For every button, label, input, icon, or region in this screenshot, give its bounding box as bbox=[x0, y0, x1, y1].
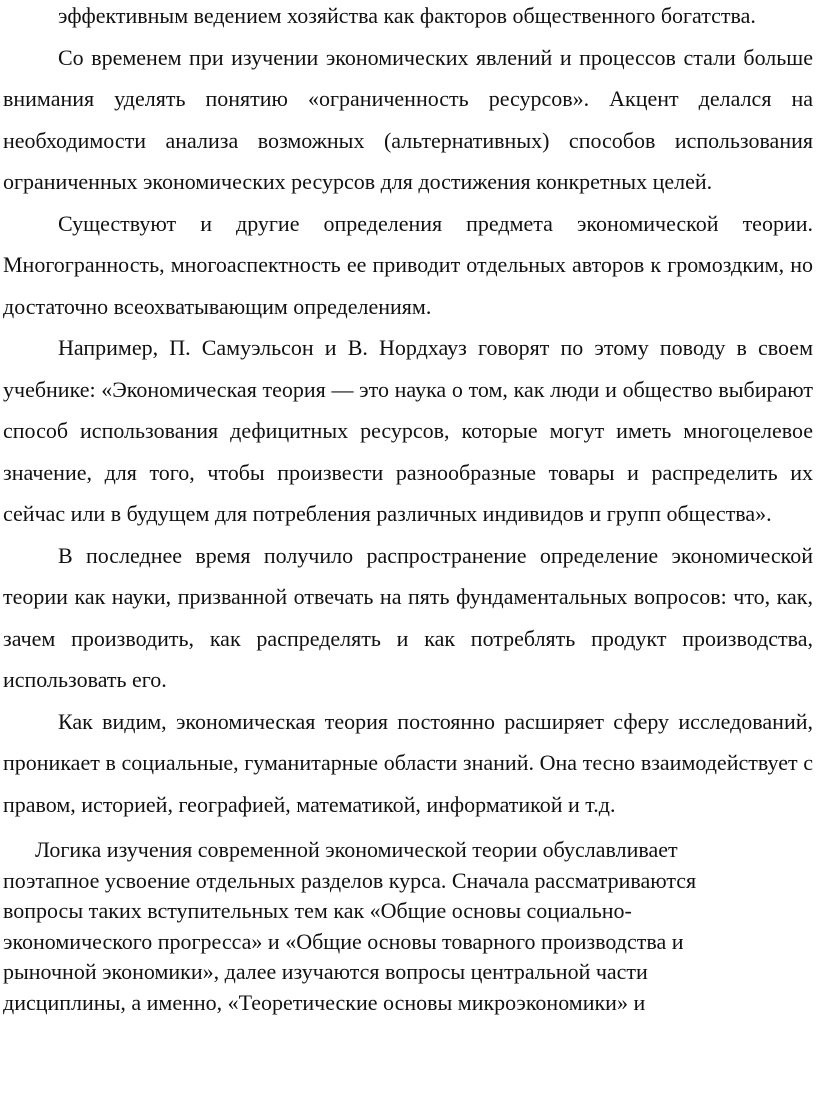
paragraph-limited-resources: Со временем при изучении экономических явлений и процессов стали больше внимания уделять понятию «ограниченность ресурсов». Акцент делался на необходимости анализа возможных (альтернативных) способов использования ограниченных экономических ресурсов для достижения конкретных целей. bbox=[3, 44, 813, 194]
paragraph-scope-expansion: Как видим, экономическая теория постоянно расширяет сферу исследований, проникает в социальные, гуманитарные области знаний. Она тесно взаимодействует с правом, историей, географией, математикой, информатикой и т.д. bbox=[3, 708, 813, 817]
paragraph-other-definitions: Существуют и другие определения предмета экономической теории. Многогранность, многоаспектность ее приводит отдельных авторов к громоздким, но достаточно всеохватывающим определениям. bbox=[3, 210, 813, 319]
paragraph-continuation: эффективным ведением хозяйства как факторов общественного богатства. bbox=[58, 3, 756, 28]
paragraph-samuelson-quote: Например, П. Самуэльсон и В. Нордхауз говорят по этому поводу в своем учебнике: «Экономическая теория — это наука о том, как люди и общество выбирают способ использования дефицитных ресурсов, которые могут иметь многоцелевое значение, для того, чтобы произвести разнообразные товары и распределить их сейчас или в будущем для потребления различных индивидов и групп общества». bbox=[3, 335, 813, 526]
paragraph-five-questions: В последнее время получило распространение определение экономической теории как науки, призванной отвечать на пять фундаментальных вопросов: что, как, зачем производить, как распределять и как потреблять продукт производства, использовать его. bbox=[3, 542, 813, 692]
paragraph-course-logic: Логика изучения современной экономической теории обуславливает поэтапное усвоение отдельных разделов курса. Сначала рассматриваются вопросы таких вступительных тем как «Общие основы социально-экономического прогресса» и «Общие основы товарного производства и рыночной экономики», далее изучаются вопросы центральной части дисциплины, а именно, «Теоретические основы микроэкономики» и bbox=[3, 837, 697, 1015]
